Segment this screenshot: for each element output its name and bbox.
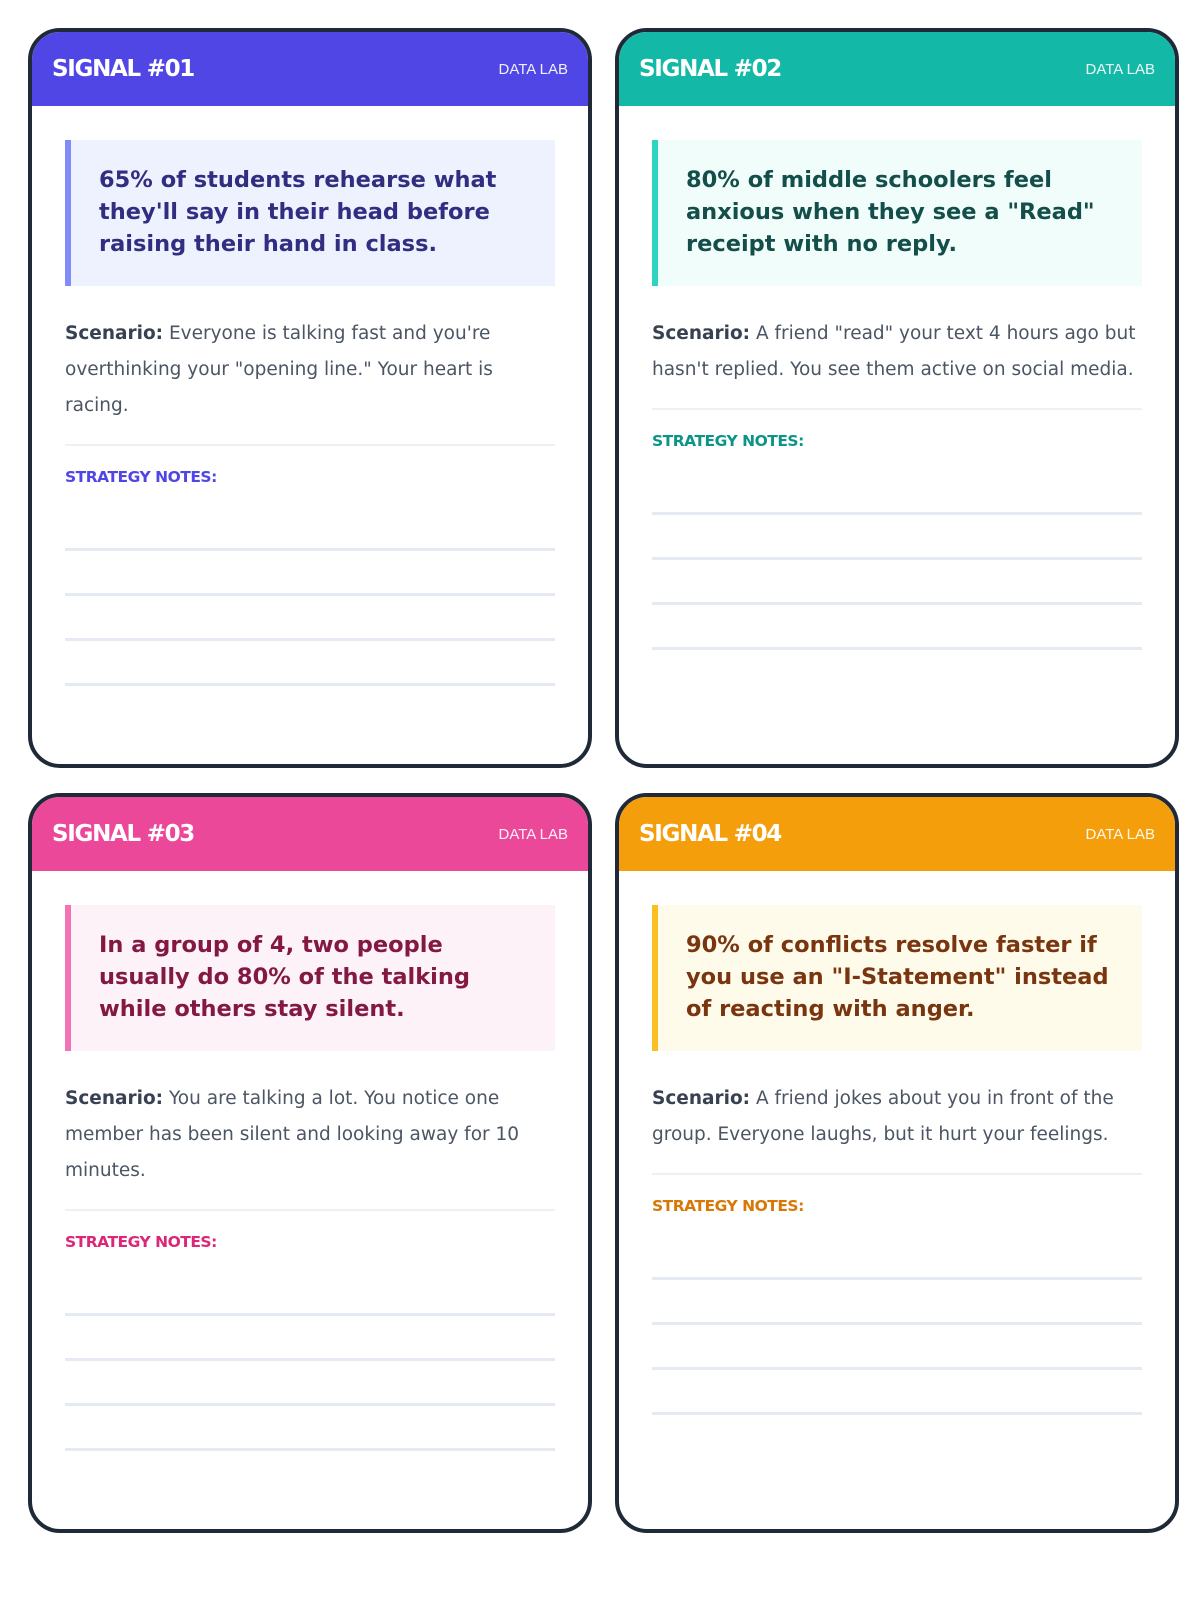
scenario-text <box>652 1081 1142 1175</box>
scenario-label: Scenario: <box>65 323 164 344</box>
note-line[interactable] <box>652 470 1142 515</box>
scenario-text <box>65 1081 555 1211</box>
card-header <box>32 32 588 106</box>
note-line[interactable] <box>65 1406 555 1451</box>
card-body <box>619 871 1175 1415</box>
card-brand-label: DATA LAB <box>498 825 568 843</box>
scenario-description: You are talking a lot. You notice one member has been silent and looking away for 10 minutes. <box>65 1088 520 1181</box>
note-line[interactable] <box>65 1316 555 1361</box>
card-title: SIGNAL #02 <box>639 56 781 82</box>
note-line[interactable] <box>652 1325 1142 1370</box>
card-title: SIGNAL #03 <box>52 821 194 847</box>
scenario-text <box>652 316 1142 410</box>
strategy-notes-area[interactable] <box>652 470 1142 650</box>
scenario-label: Scenario: <box>652 323 751 344</box>
scenario-text <box>65 316 555 446</box>
card-brand-label: DATA LAB <box>1085 60 1155 78</box>
card-header <box>619 32 1175 106</box>
signal-card-03 <box>28 793 592 1533</box>
scenario-description: A friend jokes about you in front of the group. Everyone laughs, but it hurt your feelings. <box>652 1088 1114 1145</box>
card-header <box>619 797 1175 871</box>
card-title: SIGNAL #01 <box>52 56 194 82</box>
strategy-notes-label: STRATEGY NOTES: <box>65 1233 217 1251</box>
strategy-notes-area[interactable] <box>652 1235 1142 1415</box>
stat-callout: 80% of middle schoolers feel anxious when they see a "Read" receipt with no reply. <box>652 140 1142 286</box>
scenario-label: Scenario: <box>65 1088 164 1109</box>
signal-card-02 <box>615 28 1179 768</box>
signal-card-04 <box>615 793 1179 1533</box>
signal-card-01 <box>28 28 592 768</box>
strategy-notes-area[interactable] <box>65 1271 555 1451</box>
note-line[interactable] <box>652 515 1142 560</box>
scenario-description: Everyone is talking fast and you're overthinking your "opening line." Your heart is racing. <box>65 323 493 416</box>
stat-callout: In a group of 4, two people usually do 80% of the talking while others stay silent. <box>65 905 555 1051</box>
note-line[interactable] <box>65 596 555 641</box>
strategy-notes-area[interactable] <box>65 506 555 686</box>
note-line[interactable] <box>652 560 1142 605</box>
card-body <box>32 106 588 686</box>
card-header <box>32 797 588 871</box>
card-body <box>619 106 1175 650</box>
note-line[interactable] <box>65 1271 555 1316</box>
note-line[interactable] <box>652 1280 1142 1325</box>
scenario-description: A friend "read" your text 4 hours ago but hasn't replied. You see them active on social media. <box>652 323 1136 380</box>
scenario-label: Scenario: <box>652 1088 751 1109</box>
note-line[interactable] <box>652 605 1142 650</box>
stat-callout: 90% of conflicts resolve faster if you use an "I-Statement" instead of reacting with anger. <box>652 905 1142 1051</box>
note-line[interactable] <box>652 1235 1142 1280</box>
card-body <box>32 871 588 1451</box>
card-title: SIGNAL #04 <box>639 821 781 847</box>
strategy-notes-label: STRATEGY NOTES: <box>652 1197 804 1215</box>
signal-card-grid <box>28 28 1179 1533</box>
note-line[interactable] <box>65 506 555 551</box>
strategy-notes-label: STRATEGY NOTES: <box>65 468 217 486</box>
note-line[interactable] <box>65 641 555 686</box>
card-brand-label: DATA LAB <box>1085 825 1155 843</box>
strategy-notes-label: STRATEGY NOTES: <box>652 432 804 450</box>
note-line[interactable] <box>652 1370 1142 1415</box>
stat-callout: 65% of students rehearse what they'll say in their head before raising their hand in class. <box>65 140 555 286</box>
note-line[interactable] <box>65 1361 555 1406</box>
note-line[interactable] <box>65 551 555 596</box>
card-brand-label: DATA LAB <box>498 60 568 78</box>
